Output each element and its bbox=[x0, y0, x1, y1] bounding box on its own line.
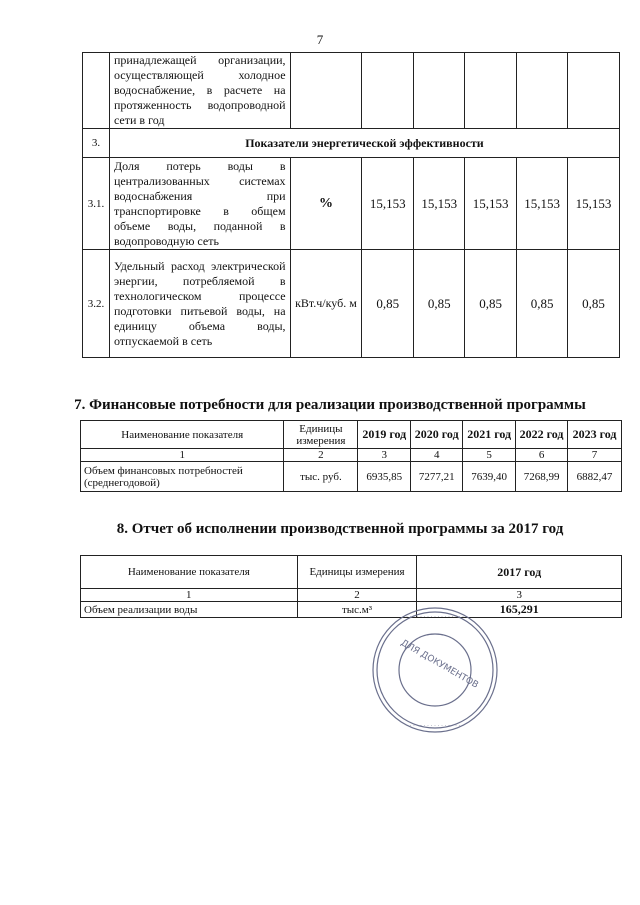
value-cell: 15,153 bbox=[414, 158, 465, 250]
year-header: 2022 год bbox=[516, 421, 568, 449]
row-number: 3.2. bbox=[83, 250, 110, 358]
section-7-heading: 7. Финансовые потребности для реализации производственной программы bbox=[74, 397, 586, 413]
unit-cell: тыс. руб. bbox=[284, 462, 358, 492]
column-number-row bbox=[81, 589, 622, 602]
value-cell: 0,85 bbox=[414, 250, 465, 358]
column-number: 2 bbox=[297, 589, 417, 602]
column-header: Единицы измерения bbox=[284, 421, 358, 449]
official-stamp bbox=[370, 605, 500, 735]
column-header: Наименование показателя bbox=[81, 421, 284, 449]
section-title: Показатели энергетической эффективности bbox=[109, 129, 619, 158]
value-cell: 0,85 bbox=[568, 250, 620, 358]
row-number: 3.1. bbox=[83, 158, 110, 250]
table-row bbox=[83, 158, 620, 250]
svg-text:· · · · · · · · · · · · · · ·: · · · · · · · · · · · · · · · · · bbox=[406, 723, 464, 729]
column-number: 1 bbox=[81, 449, 284, 462]
column-number: 4 bbox=[411, 449, 463, 462]
value-cell: 15,153 bbox=[362, 158, 414, 250]
column-number: 6 bbox=[516, 449, 568, 462]
year-header: 2020 год bbox=[411, 421, 463, 449]
value-cell: 15,153 bbox=[465, 158, 517, 250]
unit-cell: тыс.м³ bbox=[297, 602, 417, 618]
svg-text:· · · · · · · · · · · · · · ·: · · · · · · · · · · · · · · · · · bbox=[406, 614, 464, 620]
header-row bbox=[81, 421, 622, 449]
value-cell: 0,85 bbox=[517, 250, 568, 358]
year-header: 2017 год bbox=[417, 556, 622, 589]
column-number: 3 bbox=[417, 589, 622, 602]
value-cell: 15,153 bbox=[568, 158, 620, 250]
section-8-heading: 8. Отчет об исполнении производственной программы за 2017 год bbox=[116, 521, 564, 537]
year-header: 2021 год bbox=[463, 421, 516, 449]
column-number: 5 bbox=[463, 449, 516, 462]
column-number: 1 bbox=[81, 589, 298, 602]
column-number-row bbox=[81, 449, 622, 462]
value-cell: 165,291 bbox=[417, 602, 622, 618]
report-2017-table bbox=[80, 555, 622, 618]
table-row bbox=[83, 250, 620, 358]
value-cell: 0,85 bbox=[465, 250, 517, 358]
year-header: 2019 год bbox=[358, 421, 411, 449]
indicator-description: Доля потерь воды в централизованных системах водоснабжения при транспортировке в общем объеме воды, поданной в водопроводную сеть bbox=[109, 158, 290, 250]
indicator-name: Объем финансовых потребностей (среднегодовой) bbox=[81, 462, 284, 492]
column-number: 7 bbox=[568, 449, 622, 462]
section-number: 3. bbox=[83, 129, 110, 158]
table-row bbox=[83, 53, 620, 129]
value-cell: 7639,40 bbox=[463, 462, 516, 492]
page-number: 7 bbox=[316, 32, 324, 47]
value-cell: 0,85 bbox=[362, 250, 414, 358]
year-header: 2023 год bbox=[568, 421, 622, 449]
table-row bbox=[81, 462, 622, 492]
column-number: 3 bbox=[358, 449, 411, 462]
column-header: Единицы измерения bbox=[297, 556, 417, 589]
indicator-name: Объем реализации воды bbox=[81, 602, 298, 618]
energy-efficiency-table bbox=[82, 52, 620, 358]
value-cell: 6935,85 bbox=[358, 462, 411, 492]
table-row bbox=[81, 602, 622, 618]
column-number: 2 bbox=[284, 449, 358, 462]
indicator-description: Удельный расход электрической энергии, потребляемой в технологическом процессе подготовки питьевой воды, на единицу объема воды, отпускаемой в сеть bbox=[109, 250, 290, 358]
value-cell: 7268,99 bbox=[516, 462, 568, 492]
header-row bbox=[81, 556, 622, 589]
column-header: Наименование показателя bbox=[81, 556, 298, 589]
stamp-text: ДЛЯ ДОКУМЕНТОВ bbox=[398, 638, 480, 691]
value-cell: 15,153 bbox=[517, 158, 568, 250]
financial-needs-table bbox=[80, 420, 622, 492]
section-row bbox=[83, 129, 620, 158]
value-cell: 7277,21 bbox=[411, 462, 463, 492]
indicator-description: принадлежащей организации, осуществляющей холодное водоснабжение, в расчете на протяженность водопроводной сети в год bbox=[109, 53, 290, 129]
unit-cell: кВт.ч/куб. м bbox=[290, 250, 362, 358]
unit-cell: % bbox=[290, 158, 362, 250]
value-cell: 6882,47 bbox=[568, 462, 622, 492]
